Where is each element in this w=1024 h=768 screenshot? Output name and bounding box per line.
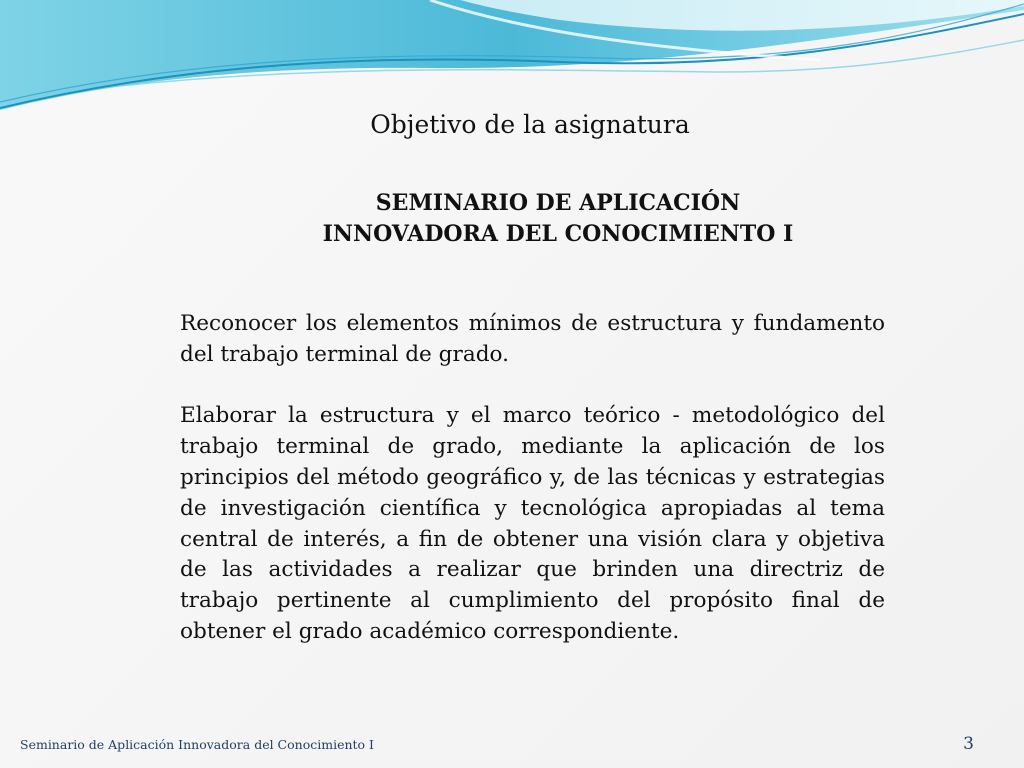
objective-paragraph-2: Elaborar la estructura y el marco teórico - metodológico del trabajo terminal de grado, mediante la aplicación de los principios del método geográfico y, de las técnicas y estrategias de investigación científica y tecnológica apropiadas al tema central de interés, a fin de obtener una visión clara y objetiva de las actividades a realizar que brinden una directriz de trabajo pertinente al cumplimiento del propósito final de obtener el grado académico correspondiente. xyxy=(180,403,885,644)
objective-body xyxy=(180,309,885,679)
course-name-line-1: SEMINARIO DE APLICACIÓN xyxy=(375,190,741,216)
course-name xyxy=(258,188,858,250)
slide-title: Objetivo de la asignatura xyxy=(370,110,690,139)
footer-course-title: Seminario de Aplicación Innovadora del Conocimiento I xyxy=(20,737,374,752)
course-name-line-2: INNOVADORA DEL CONOCIMIENTO I xyxy=(322,221,794,247)
objective-paragraph-1: Reconocer los elementos mínimos de estructura y fundamento del trabajo terminal de grado. xyxy=(180,311,885,367)
page-number: 3 xyxy=(963,734,974,754)
